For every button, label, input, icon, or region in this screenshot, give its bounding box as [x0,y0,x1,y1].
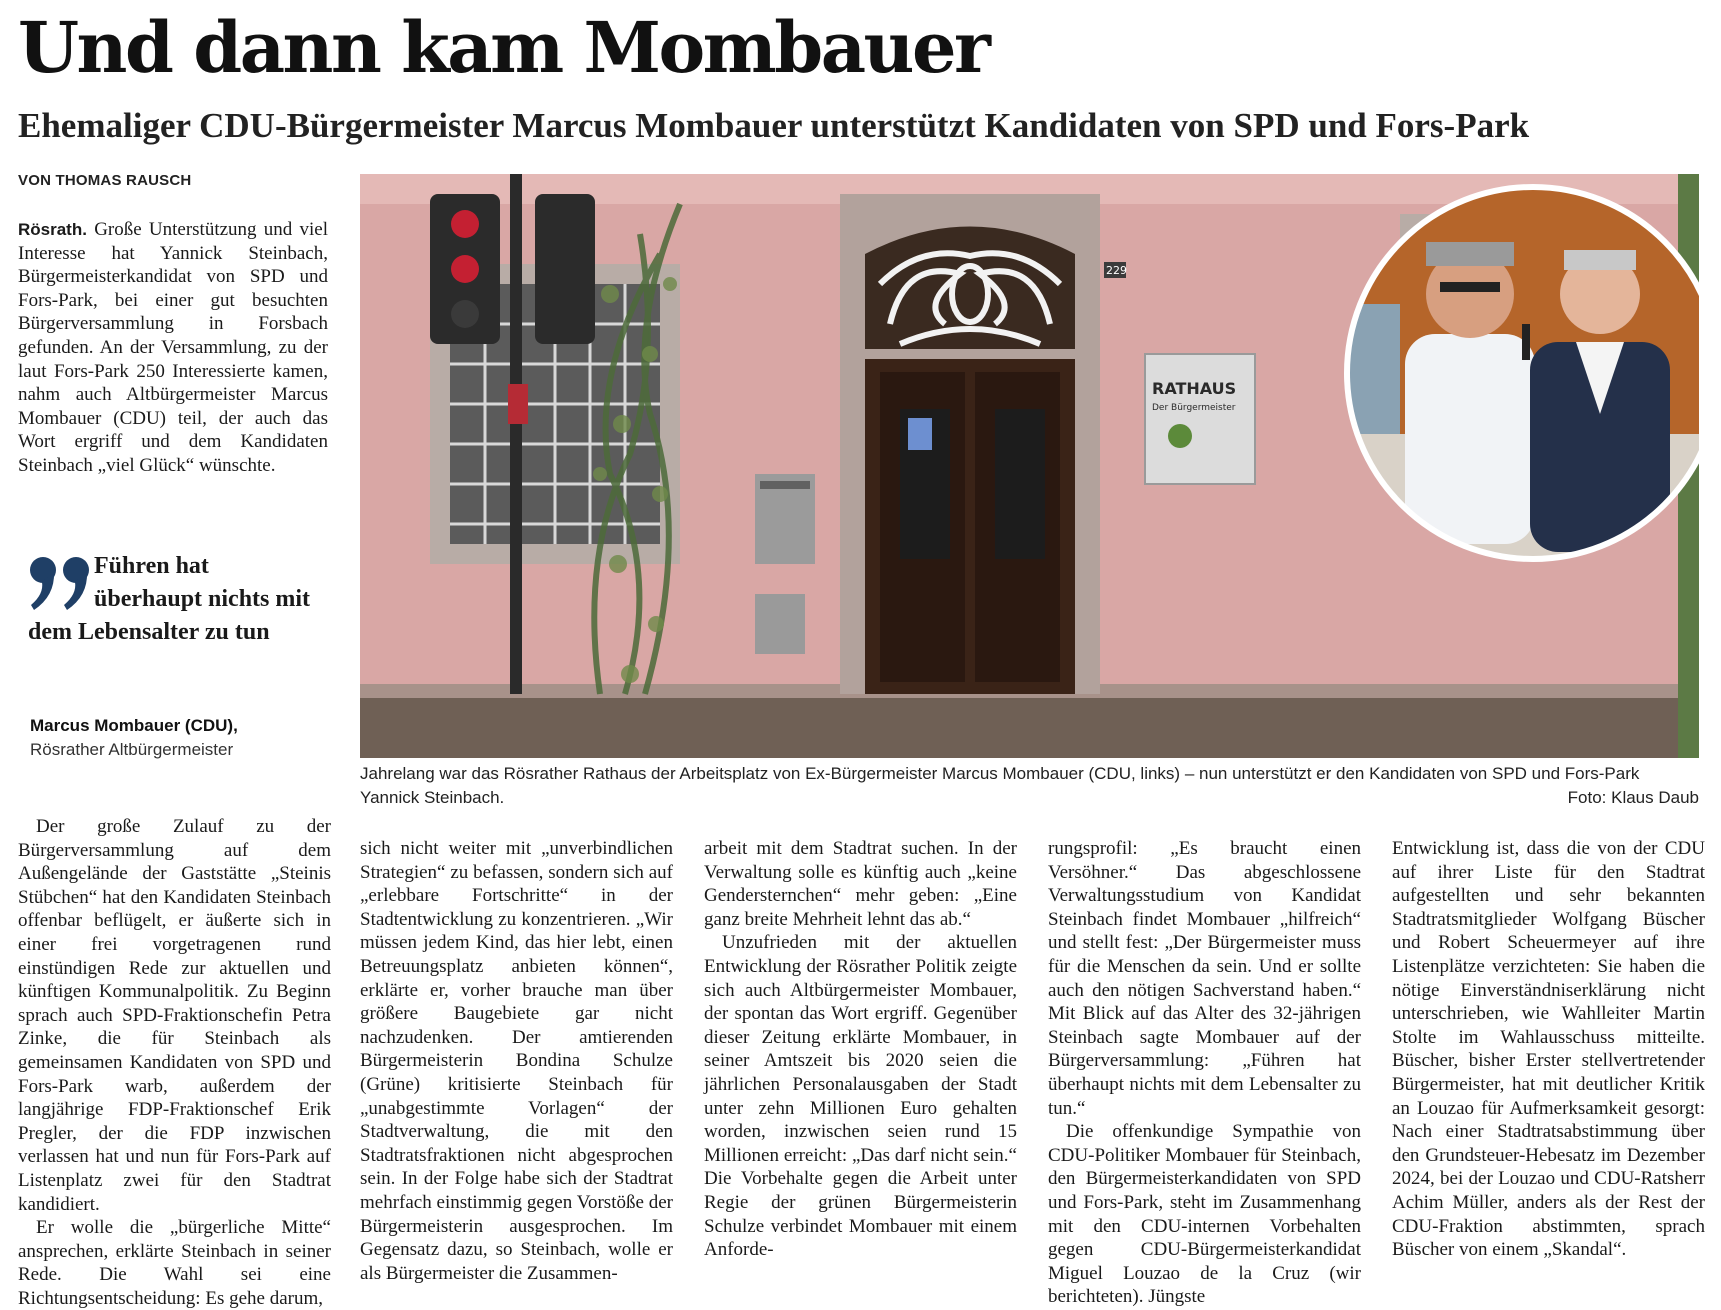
caption-text: Jahrelang war das Rösrather Rathaus der Arbeitsplatz von Ex-Bürgermeister Marcus Mombauer (CDU, links) – nun unterstützt er den Kandidaten von SPD und Fors-Park Yannick Steinbach. [360,764,1640,807]
body-column-1 [18,815,331,1310]
pull-quote-text: Führen hat überhaupt nichts mit dem Lebensalter zu tun [28,553,311,645]
body-column-2 [360,837,673,1285]
article-photo [360,174,1699,758]
rathaus-photo-illustration [360,174,1699,758]
body-paragraph: sich nicht weiter mit „unverbindlichen Strategien“ zu befassen, sondern sich auf „erlebbare Fortschritte“ in der Stadtentwicklung zu konzentrieren. „Wir müssen jedem Kind, das hier lebt, einen Betreuungsplatz anbieten können“, erklärte er, vorher brauche man über größere Baugebiete gar nicht nachzudenken. Der amtierenden Bürgermeisterin Bondina Schulze (Grüne) kritisierte Steinbach für „unabgestimmte Vorlagen“ der Stadtverwaltung, die mit den Stadtratsfraktionen nicht abgesprochen sein. In der Folge habe sich der Stadtrat mehrfach einstimmig gegen Vorstöße der Bürgermeisterin ausgesprochen. Im Gegensatz dazu, so Steinbach, wolle er als Bürgermeister die Zusammen- [360,838,673,1284]
photo-credit: Foto: Klaus Daub [1567,788,1699,807]
body-column-3 [704,837,1017,1262]
body-column-5 [1392,837,1705,1262]
body-paragraph: Unzufrieden mit der aktuellen Entwicklung der Rösrather Politik zeigte sich auch Altbürgermeister Mombauer, der spontan das Wort ergriff. Gegenüber dieser Zeitung erklärte Mombauer, in seiner Amtszeit bis 2020 seien die jährlichen Personalausgaben der Stadt unter zehn Millionen Euro gehalten worden, inzwischen seien rund 15 Millionen erreicht: „Das darf nicht sein.“ Die Vorbehalte gegen die Arbeit unter Regie der grünen Bürgermeisterin Schulze verbindet Mombauer mit einem Anforde- [704,932,1017,1261]
lead-text: Große Unterstützung und viel Interesse hat Yannick Steinbach, Bürgermeisterkandidat von SPD und Fors-Park, bei einer gut besuchten Bürgerversammlung in Forsbach gefunden. An der Versammlung, zu der laut Fors-Park 250 Interessierte kamen, nahm auch Altbürgermeister Marcus Mombauer (CDU) teil, der auch das Wort ergriff und dem Kandidaten Steinbach „viel Glück“ wünschte. [18,219,328,476]
body-paragraph: Der große Zulauf zu der Bürgerversammlung auf dem Außengelände der Gaststätte „Steinis Stübchen“ hat den Kandidaten Steinbach offenbar beflügelt, er äußerte sich in einer frei vorgetragenen rund einstündigen Rede zur aktuellen und künftigen Kommunalpolitik. Zu Beginn sprach auch SPD-Fraktionschefin Petra Zinke, die für Steinbach als gemeinsamen Kandidaten von SPD und Fors-Park warb, außerdem der langjährige FDP-Fraktionschef Erik Pregler, der die FDP inzwischen verlassen hat und nun für Fors-Park auf Listenplatz zwei für den Stadtrat kandidiert. [18,816,331,1215]
quote-author: Marcus Mombauer (CDU), [30,716,238,735]
body-column-4 [1048,837,1361,1309]
photo-caption [360,762,1699,810]
lead-paragraph [18,218,328,478]
body-paragraph: Entwicklung ist, dass die von der CDU auf ihrer Liste für den Stadtrat aufgestellten und sehr bekannten Stadtratsmitglieder Wolfgang Büscher und Robert Scheuermeyer auf ihre Listenplätze verzichteten: Sie haben die nötige Einverständniserklärung nicht unterschrieben, wie Wahlleiter Martin Stolte im Wahlausschuss mitteilte. Büscher, bisher Erster stellvertretender Bürgermeister, hat mit deutlicher Kritik an Louzao für Aufmerksamkeit gesorgt: Nach einer Stadtratsabstimmung über den Grundsteuer-Hebesatz im Dezember 2024, bei der Louzao und CDU-Ratsherr Achim Müller, anders als der Rest der CDU-Fraktion abstimmten, sprach Büscher von einem „Skandal“. [1392,838,1705,1261]
headline: Und dann kam Mombauer [18,6,989,89]
quote-author-role: Rösrather Altbürgermeister [30,740,234,759]
body-paragraph: rungsprofil: „Es braucht einen Versöhner.“ Das abgeschlossene Verwaltungsstudium von Kandidat Steinbach findet Mombauer „hilfreich“ und stellt fest: „Der Bürgermeister muss für die Menschen da sein. Und er sollte auch den nötigen Sachverstand haben.“ Mit Blick auf das Alter des 32-jährigen Steinbach sagte Mombauer auf der Bürgerversammlung: „Führen hat überhaupt nichts mit dem Lebensalter zu tun.“ [1048,838,1361,1119]
body-paragraph: Er wolle die „bürgerliche Mitte“ ansprechen, erklärte Steinbach in seiner Rede. Die Wahl sei eine Richtungsentscheidung: Es gehe darum, [18,1217,331,1309]
subheadline: Ehemaliger CDU-Bürgermeister Marcus Mombauer unterstützt Kandidaten von SPD und Fors-Park [18,106,1530,145]
body-paragraph: arbeit mit dem Stadtrat suchen. In der Verwaltung solle es künftig auch „keine Gendersternchen“ mehr geben: „Eine ganz breite Mehrheit lehnt das ab.“ [704,838,1017,930]
dateline: Rösrath. [18,220,87,239]
quote-mark-icon [28,554,94,614]
rathaus-sign-title: RATHAUS [1152,379,1237,398]
pull-quote [28,550,318,649]
rathaus-sign-subtitle: Der Bürgermeister [1152,403,1236,413]
byline: VON THOMAS RAUSCH [18,172,192,189]
body-paragraph: Die offenkundige Sympathie von CDU-Politiker Mombauer für Steinbach, den Bürgermeisterkandidaten von SPD und Fors-Park, steht im Zusammenhang mit den CDU-internen Vorbehalten gegen CDU-Bürgermeisterkandidat Miguel Louzao de la Cruz (wir berichteten). Jüngste [1048,1121,1361,1308]
house-number: 229 [1106,264,1127,277]
